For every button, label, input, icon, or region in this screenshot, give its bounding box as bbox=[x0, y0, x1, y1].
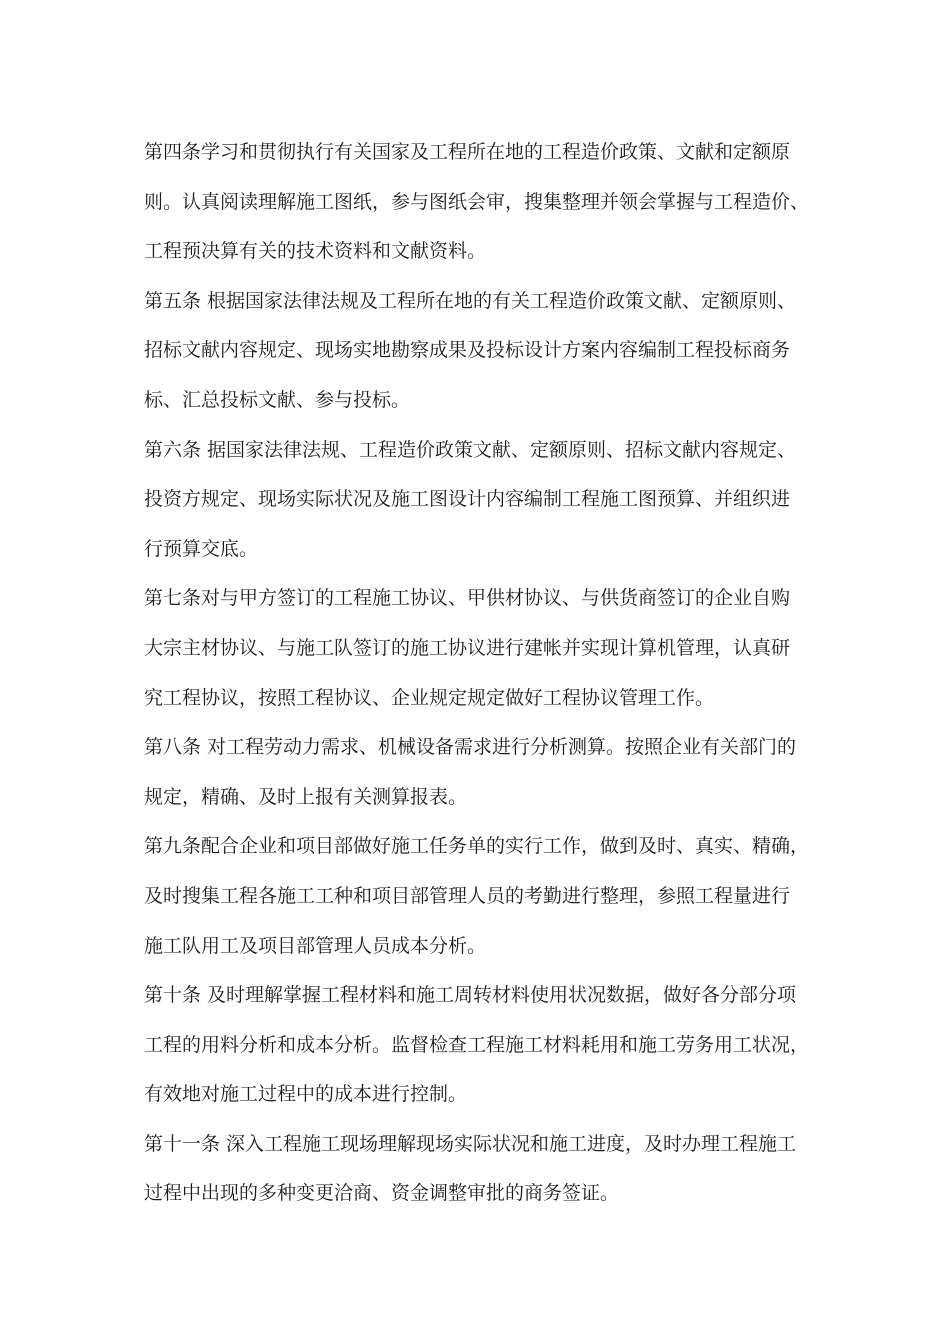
text-line: 规定，精确、及时上报有关测算报表。 bbox=[144, 785, 468, 808]
text-line: 标、汇总投标文献、参与投标。 bbox=[144, 388, 411, 411]
text-line: 投资方规定、现场实际状况及施工图设计内容编制工程施工图预算、并组织进 bbox=[144, 488, 791, 511]
text-line: 第十条 及时理解掌握工程材料和施工周转材料使用状况数据，做好各分部分项 bbox=[144, 984, 797, 1007]
text-line: 第八条 对工程劳动力需求、机械设备需求进行分析测算。按照企业有关部门的 bbox=[144, 736, 797, 759]
text-line: 工程预决算有关的技术资料和文献资料。 bbox=[144, 240, 487, 263]
text-line: 过程中出现的多种变更洽商、资金调整审批的商务签证。 bbox=[144, 1182, 620, 1205]
text-line: 及时搜集工程各施工工种和项目部管理人员的考勤进行整理，参照工程量进行 bbox=[144, 884, 791, 907]
text-line: 第七条对与甲方签订的工程施工协议、甲供材协议、与供货商签订的企业自购 bbox=[144, 587, 791, 610]
text-line: 有效地对施工过程中的成本进行控制。 bbox=[144, 1083, 468, 1106]
text-line: 大宗主材协议、与施工队签订的施工协议进行建帐并实现计算机管理，认真研 bbox=[144, 636, 791, 659]
text-line: 第五条 根据国家法律法规及工程所在地的有关工程造价政策文献、定额原则、 bbox=[144, 289, 797, 312]
text-line: 施工队用工及项目部管理人员成本分析。 bbox=[144, 934, 487, 957]
text-line: 第六条 据国家法律法规、工程造价政策文献、定额原则、招标文献内容规定、 bbox=[144, 438, 797, 461]
text-line: 第九条配合企业和项目部做好施工任务单的实行工作，做到及时、真实、精确， bbox=[144, 835, 810, 858]
text-line: 则。认真阅读理解施工图纸，参与图纸会审，搜集整理并领会掌握与工程造价、 bbox=[144, 190, 810, 213]
document-body bbox=[144, 128, 824, 1219]
text-line: 究工程协议，按照工程协议、企业规定规定做好工程协议管理工作。 bbox=[144, 686, 715, 709]
text-line: 第十一条 深入工程施工现场理解现场实际状况和施工进度，及时办理工程施工 bbox=[144, 1132, 797, 1155]
text-line: 招标文献内容规定、现场实地勘察成果及投标设计方案内容编制工程投标商务 bbox=[144, 339, 791, 362]
text-line: 第四条学习和贯彻执行有关国家及工程所在地的工程造价政策、文献和定额原 bbox=[144, 141, 791, 163]
text-line: 工程的用料分析和成本分析。监督检查工程施工材料耗用和施工劳务用工状况， bbox=[144, 1033, 810, 1056]
text-line: 行预算交底。 bbox=[144, 537, 259, 560]
